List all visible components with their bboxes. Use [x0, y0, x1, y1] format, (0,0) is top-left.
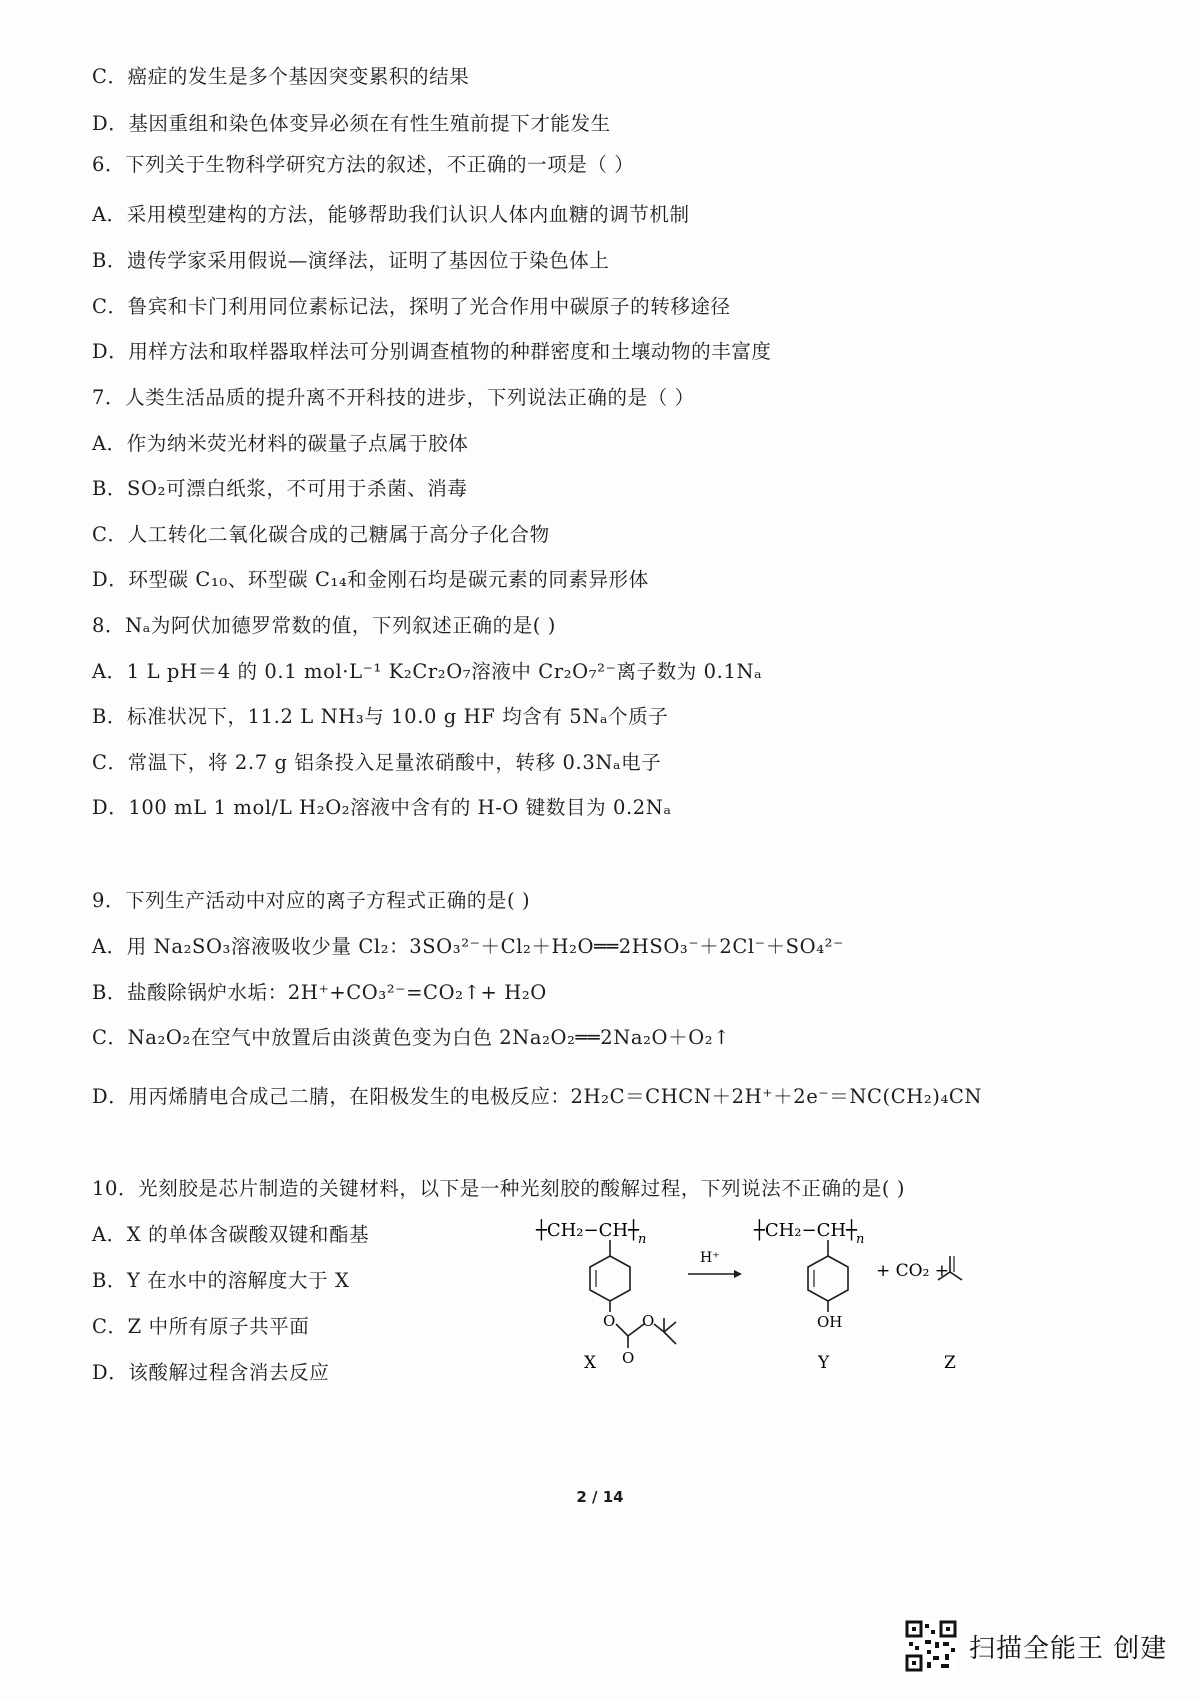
- option-a-q8: A．1 L pH＝4 的 0.1 mol·L⁻¹ K₂Cr₂O₇溶液中 Cr₂O₇²⁻离子数为 0.1Nₐ: [92, 660, 763, 683]
- y-oh: OH: [817, 1313, 843, 1331]
- catalyst-label: H⁺: [700, 1250, 720, 1266]
- label-z: Z: [944, 1353, 956, 1373]
- option-c-q6: C．鲁宾和卡门利用同位素标记法，探明了光合作用中碳原子的转移途径: [92, 295, 731, 318]
- page-number: 2 / 14: [576, 1488, 624, 1506]
- question-9: 9．下列生产活动中对应的离子方程式正确的是( ): [92, 889, 531, 912]
- option-a-q6: A．采用模型建构的方法，能够帮助我们认识人体内血糖的调节机制: [92, 203, 690, 226]
- polymer-y-chain: ┼CH₂−CH┼: [754, 1220, 857, 1241]
- option-c-q10: C．Z 中所有原子共平面: [92, 1315, 310, 1338]
- option-b-q10: B．Y 在水中的溶解度大于 X: [92, 1269, 350, 1292]
- label-y: Y: [818, 1353, 830, 1373]
- option-c-q5: C．癌症的发生是多个基因突变累积的结果: [92, 65, 470, 88]
- option-d-q8: D．100 mL 1 mol/L H₂O₂溶液中含有的 H-O 键数目为 0.2Nₐ: [92, 796, 672, 819]
- option-c-q7: C．人工转化二氧化碳合成的己糖属于高分子化合物: [92, 523, 550, 546]
- x-carbonate: [616, 1324, 644, 1336]
- polymer-y-n: n: [856, 1232, 865, 1247]
- option-d-q9: D．用丙烯腈电合成己二腈，在阳极发生的电极反应：2H₂C＝CHCN＋2H⁺＋2e⁻＝NC(CH₂)₄CN: [92, 1085, 983, 1108]
- option-c-q8: C．常温下，将 2.7 g 铝条投入足量浓硝酸中，转移 0.3Nₐ电子: [92, 751, 662, 774]
- watermark-text: 扫描全能王 创建: [969, 1633, 1168, 1664]
- option-d-q7: D．环型碳 C₁₀、环型碳 C₁₄和金刚石均是碳元素的同素异形体: [92, 568, 649, 591]
- x-tbutyl: [654, 1322, 676, 1332]
- option-c-q9: C．Na₂O₂在空气中放置后由淡黄色变为白色 2Na₂O₂══2Na₂O＋O₂↑: [92, 1026, 731, 1049]
- x-ester-o: O: [603, 1312, 616, 1330]
- reaction-scheme: [530, 1212, 970, 1382]
- option-a-q7: A．作为纳米荧光材料的碳量子点属于胶体: [92, 432, 469, 455]
- option-b-q9: B．盐酸除锅炉水垢：2H⁺+CO₃²⁻=CO₂↑+ H₂O: [92, 981, 547, 1004]
- label-x: X: [584, 1353, 597, 1373]
- qr-code-icon: [905, 1620, 957, 1672]
- option-b-q8: B．标准状况下，11.2 L NH₃与 10.0 g HF 均含有 5Nₐ个质子: [92, 705, 669, 728]
- option-a-q10: A．X 的单体含碳酸双键和酯基: [92, 1223, 370, 1246]
- option-d-q6: D．用样方法和取样器取样法可分别调查植物的种群密度和土壤动物的丰富度: [92, 340, 772, 363]
- x-carbonyl-o: O: [622, 1349, 635, 1367]
- question-8: 8．Nₐ为阿伏加德罗常数的值，下列叙述正确的是( ): [92, 614, 557, 637]
- question-6: 6．下列关于生物科学研究方法的叙述，不正确的一项是（ ）: [92, 153, 635, 176]
- question-10: 10．光刻胶是芯片制造的关键材料，以下是一种光刻胶的酸解过程，下列说法不正确的是( ): [92, 1177, 906, 1200]
- question-7: 7．人类生活品质的提升离不开科技的进步，下列说法正确的是（ ）: [92, 386, 695, 409]
- byproduct-co2: + CO₂ +: [876, 1261, 950, 1281]
- polymer-x-n: n: [638, 1232, 647, 1247]
- option-d-q5: D．基因重组和染色体变异必须在有性生殖前提下才能发生: [92, 112, 611, 135]
- polymer-x-chain: ┼CH₂−CH┼: [536, 1220, 639, 1241]
- scanner-watermark: [905, 1620, 1167, 1672]
- x-tbutyl-b: [664, 1332, 676, 1344]
- option-b-q6: B．遗传学家采用假说—演绎法，证明了基因位于染色体上: [92, 249, 610, 272]
- option-a-q9: A．用 Na₂SO₃溶液吸收少量 Cl₂：3SO₃²⁻＋Cl₂＋H₂O══2HSO₃⁻＋2Cl⁻＋SO₄²⁻: [92, 935, 844, 958]
- option-b-q7: B．SO₂可漂白纸浆，不可用于杀菌、消毒: [92, 477, 468, 500]
- option-d-q10: D．该酸解过程含消去反应: [92, 1361, 330, 1384]
- arrow-head: [734, 1270, 742, 1278]
- x-ether-o: O: [642, 1312, 655, 1330]
